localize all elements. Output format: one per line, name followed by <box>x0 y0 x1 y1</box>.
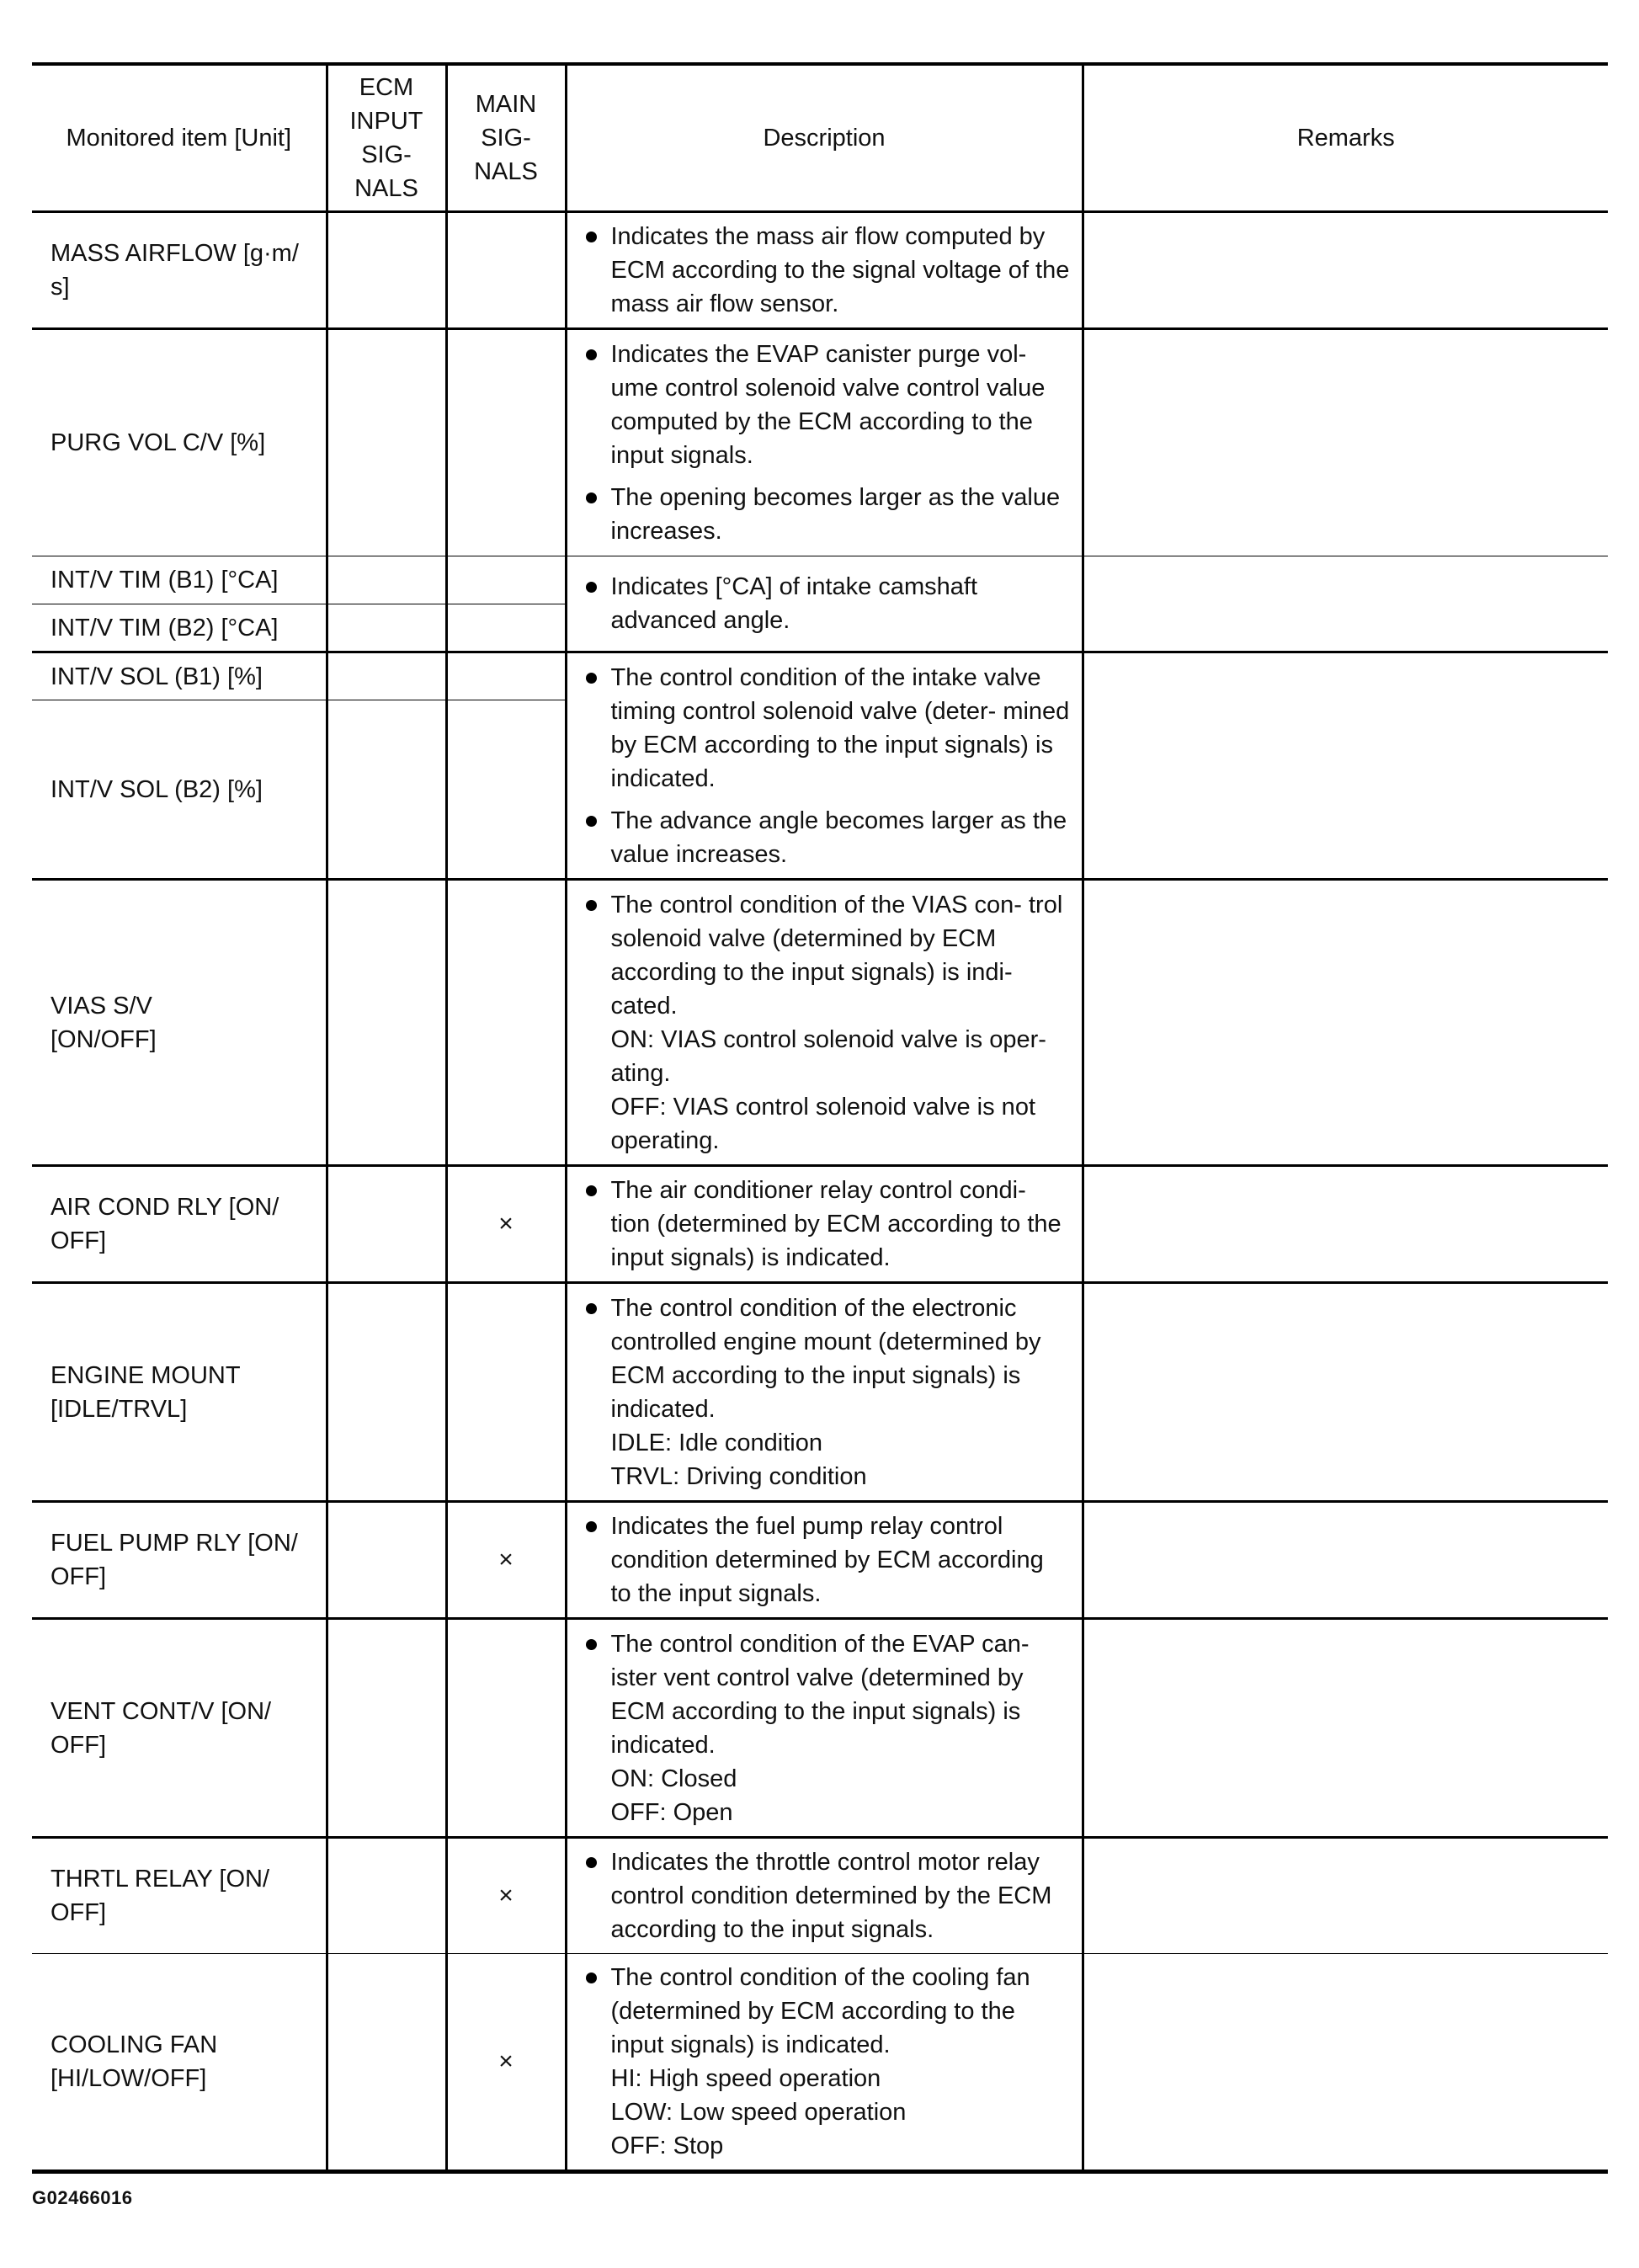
table-row <box>32 212 1608 329</box>
item-cell: AIR COND RLY [ON/ OFF] <box>32 1166 327 1283</box>
monitor-items-table-sheet <box>32 62 1608 2174</box>
remarks-cell <box>1083 1502 1608 1619</box>
description-cell <box>566 1954 1083 2172</box>
remarks-cell <box>1083 1619 1608 1838</box>
ecm-input-cell <box>327 1838 446 1954</box>
item-cell: INT/V SOL (B2) [%] <box>32 700 327 880</box>
main-signal-cell <box>446 700 566 880</box>
description-bullet: The opening becomes larger as the value increases. <box>584 481 1070 548</box>
item-cell: VENT CONT/V [ON/ OFF] <box>32 1619 327 1838</box>
item-cell: INT/V TIM (B2) [°CA] <box>32 604 327 652</box>
description-state-on: ON: VIAS control solenoid valve is oper- ating. <box>610 1025 1046 1087</box>
main-signal-mark: × <box>446 1954 566 2172</box>
description-cell <box>566 1166 1083 1283</box>
table-row <box>32 1954 1608 2172</box>
description-text: The control condition of the cooling fan (determined by ECM according to the input signals) is indicated. <box>610 1964 1030 2058</box>
remarks-cell <box>1083 1838 1608 1954</box>
table-row <box>32 1166 1608 1283</box>
item-unit: [HI/LOW/OFF] <box>51 2065 207 2092</box>
description-text: The control condition of the EVAP can- ister vent control valve (determined by ECM according to the input signals) is indicated. <box>610 1630 1030 1759</box>
item-name: VIAS S/V <box>51 992 152 1020</box>
item-cell <box>32 1954 327 2172</box>
main-signal-cell <box>446 880 566 1166</box>
ecm-input-cell <box>327 1166 446 1283</box>
table-row <box>32 652 1608 700</box>
description-cell <box>566 1283 1083 1502</box>
item-cell: INT/V SOL (B1) [%] <box>32 652 327 700</box>
description-bullet: Indicates the mass air flow computed by ECM according to the signal voltage of the mass air flow sensor. <box>584 220 1070 321</box>
ecm-input-cell <box>327 1619 446 1838</box>
ecm-input-cell <box>327 1954 446 2172</box>
item-name: ENGINE MOUNT <box>51 1361 241 1389</box>
description-bullet: Indicates the throttle control motor relay control condition determined by the ECM according to the input signals. <box>584 1845 1070 1946</box>
main-signal-mark: × <box>446 1502 566 1619</box>
description-cell <box>566 329 1083 556</box>
header-row <box>32 64 1608 212</box>
ecm-input-cell <box>327 880 446 1166</box>
main-signal-cell <box>446 1619 566 1838</box>
ecm-input-cell <box>327 212 446 329</box>
item-cell: MASS AIRFLOW [g·m/ s] <box>32 212 327 329</box>
main-signal-cell <box>446 556 566 604</box>
ecm-input-cell <box>327 1502 446 1619</box>
table-row <box>32 880 1608 1166</box>
table-row <box>32 1838 1608 1954</box>
item-cell: PURG VOL C/V [%] <box>32 329 327 556</box>
description-bullet <box>584 1627 1070 1829</box>
description-cell <box>566 880 1083 1166</box>
ecm-input-cell <box>327 556 446 604</box>
description-cell <box>566 1619 1083 1838</box>
description-cell <box>566 1838 1083 1954</box>
ecm-input-cell <box>327 329 446 556</box>
item-cell <box>32 880 327 1166</box>
ecm-input-cell <box>327 652 446 700</box>
description-cell <box>566 652 1083 880</box>
main-signal-mark: × <box>446 1838 566 1954</box>
description-state-off: OFF: VIAS control solenoid valve is not operating. <box>610 1093 1035 1154</box>
description-state-trvl: TRVL: Driving condition <box>610 1462 867 1490</box>
description-state-low: LOW: Low speed operation <box>610 2099 907 2126</box>
table-row <box>32 1283 1608 1502</box>
description-bullet: Indicates the fuel pump relay control condition determined by ECM according to the input signals. <box>584 1509 1070 1610</box>
remarks-cell <box>1083 1166 1608 1283</box>
description-state-off: OFF: Open <box>610 1798 733 1826</box>
header-description: Description <box>566 64 1083 212</box>
item-cell <box>32 1283 327 1502</box>
item-cell: FUEL PUMP RLY [ON/ OFF] <box>32 1502 327 1619</box>
remarks-cell <box>1083 880 1608 1166</box>
item-cell: THRTL RELAY [ON/ OFF] <box>32 1838 327 1954</box>
description-text: The control condition of the electronic controlled engine mount (determined by ECM according to the input signals) is indicated. <box>610 1294 1041 1423</box>
ecm-input-cell <box>327 604 446 652</box>
description-bullet: Indicates [°CA] of intake camshaft advanced angle. <box>584 570 1070 637</box>
remarks-cell <box>1083 1954 1608 2172</box>
item-name: COOLING FAN <box>51 2031 218 2058</box>
header-main-signals: MAIN SIG- NALS <box>446 64 566 212</box>
remarks-cell <box>1083 1283 1608 1502</box>
table-row <box>32 1502 1608 1619</box>
table-row <box>32 1619 1608 1838</box>
description-cell <box>566 556 1083 652</box>
main-signal-cell <box>446 212 566 329</box>
item-unit: [IDLE/TRVL] <box>51 1395 188 1423</box>
description-bullet: Indicates the EVAP canister purge vol- ume control solenoid valve control value computed by the ECM according to the input signals. <box>584 338 1070 472</box>
main-signal-cell <box>446 329 566 556</box>
description-bullet: The air conditioner relay control condi- tion (determined by ECM according to the input signals) is indicated. <box>584 1174 1070 1275</box>
description-bullet: The advance angle becomes larger as the value increases. <box>584 804 1070 871</box>
description-state-on: ON: Closed <box>610 1765 737 1792</box>
description-state-hi: HI: High speed operation <box>610 2065 881 2092</box>
main-signal-mark: × <box>446 1166 566 1283</box>
remarks-cell <box>1083 556 1608 652</box>
table-row <box>32 556 1608 604</box>
item-cell: INT/V TIM (B1) [°CA] <box>32 556 327 604</box>
monitor-items-table <box>32 62 1608 2174</box>
description-bullet <box>584 1961 1070 2163</box>
figure-code: G02466016 <box>32 2187 133 2208</box>
description-text: The control condition of the VIAS con- trol solenoid valve (determined by ECM according to the input signals) is indi- cated. <box>610 891 1063 1020</box>
remarks-cell <box>1083 212 1608 329</box>
description-cell <box>566 212 1083 329</box>
header-monitored-item: Monitored item [Unit] <box>32 64 327 212</box>
description-state-idle: IDLE: Idle condition <box>610 1429 822 1456</box>
description-state-off: OFF: Stop <box>610 2132 724 2159</box>
item-unit: [ON/OFF] <box>51 1025 157 1053</box>
main-signal-cell <box>446 1283 566 1502</box>
header-remarks: Remarks <box>1083 64 1608 212</box>
header-ecm-input-signals: ECM INPUT SIG- NALS <box>327 64 446 212</box>
description-bullet <box>584 1291 1070 1493</box>
ecm-input-cell <box>327 700 446 880</box>
table-row <box>32 329 1608 556</box>
description-bullet <box>584 888 1070 1158</box>
description-cell <box>566 1502 1083 1619</box>
main-signal-cell <box>446 652 566 700</box>
description-bullet: The control condition of the intake valve timing control solenoid valve (deter- mined by ECM according to the input signals) is indicated. <box>584 661 1070 796</box>
remarks-cell <box>1083 329 1608 556</box>
ecm-input-cell <box>327 1283 446 1502</box>
remarks-cell <box>1083 652 1608 880</box>
main-signal-cell <box>446 604 566 652</box>
